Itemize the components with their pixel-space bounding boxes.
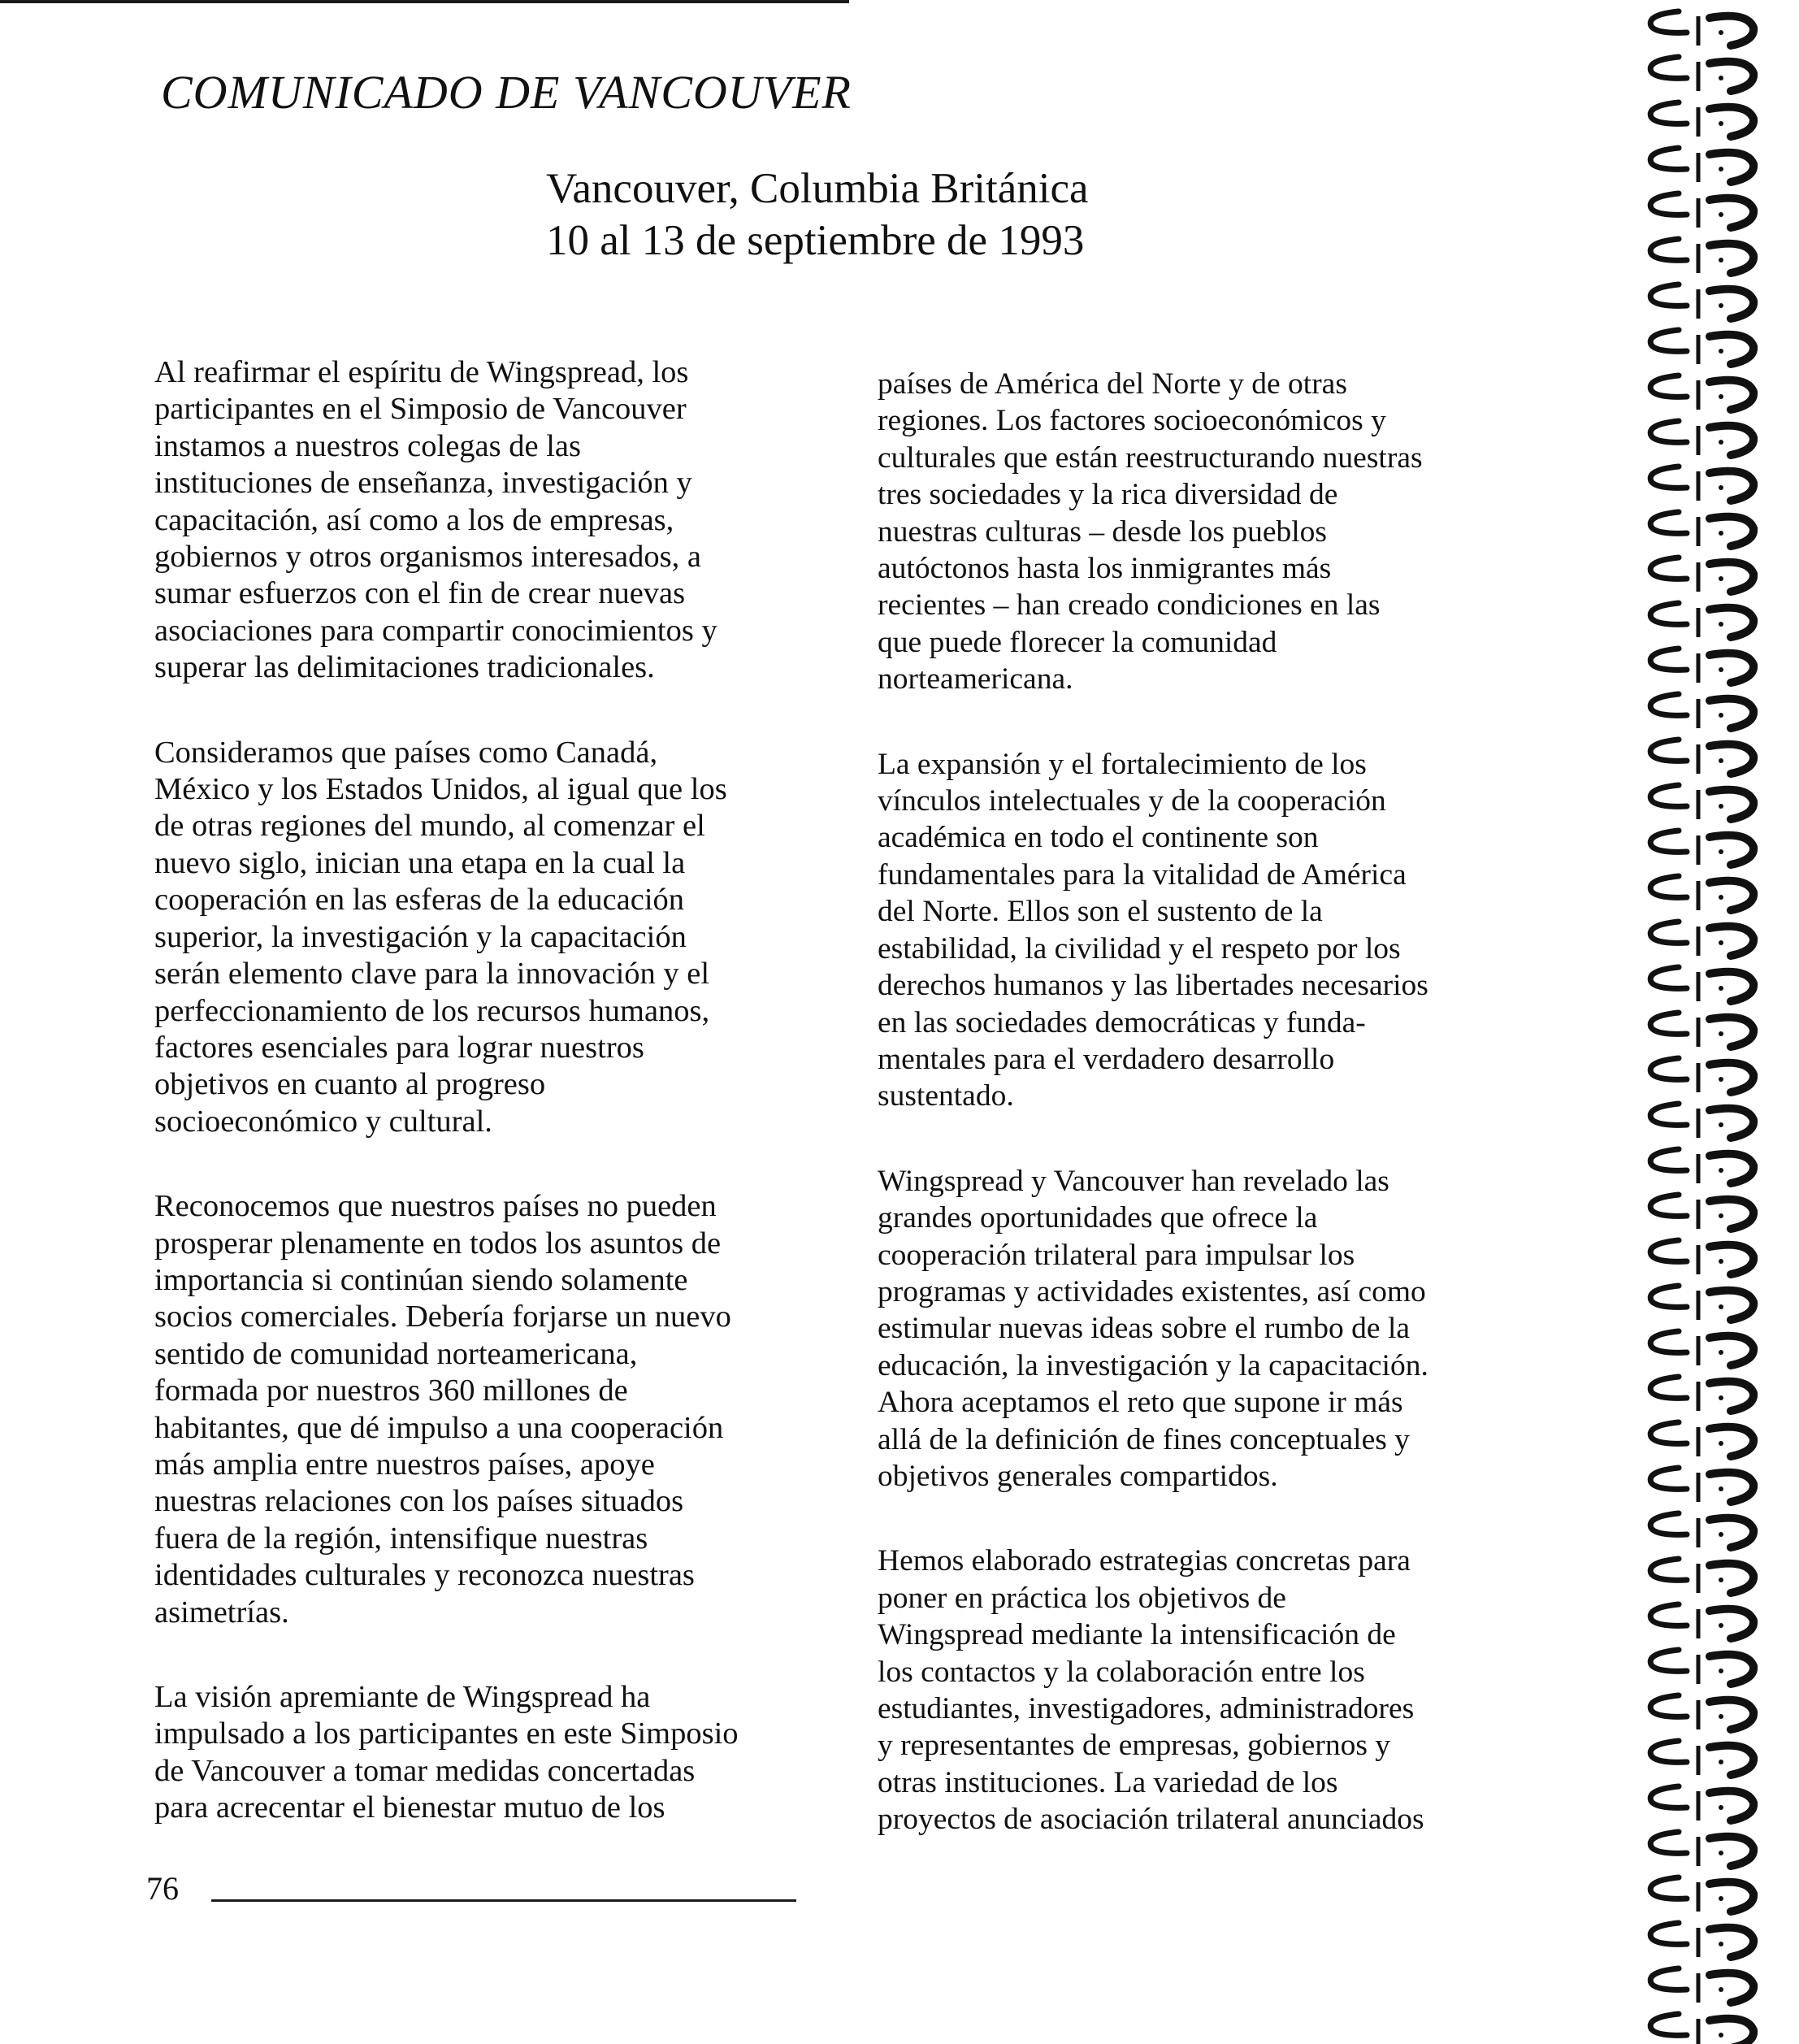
text-line: más amplia entre nuestros países, apoye [154, 1447, 655, 1482]
text-line: La visión apremiante de Wingspread ha [154, 1680, 651, 1714]
paragraph [154, 1188, 829, 1631]
text-line: países de América del Norte y de otras [878, 367, 1347, 401]
top-rule [0, 0, 849, 3]
spiral-coil [1650, 1513, 1753, 1547]
text-line: identidades culturales y reconozca nuestras [154, 1558, 695, 1593]
text-line: prosperar plenamente en todos los asuntos de [154, 1226, 722, 1261]
spiral-coil [1650, 330, 1753, 364]
text-line: Wingspread y Vancouver han revelado las [878, 1164, 1389, 1198]
text-line: Reconocemos que nuestros países no pueden [154, 1189, 717, 1224]
spiral-coil [1650, 603, 1753, 637]
paragraph [878, 366, 1552, 698]
text-line: participantes en el Simposio de Vancouver [154, 392, 687, 427]
paragraph [154, 735, 829, 1140]
spiral-coil [1650, 2014, 1753, 2044]
text-line: importancia si continúan siendo solamente [154, 1262, 688, 1297]
text-line: La expansión y el fortalecimiento de los [878, 747, 1367, 781]
text-line: recientes – han creado condiciones en las [878, 588, 1381, 623]
spiral-coil [1650, 284, 1753, 319]
text-line: de otras regiones del mundo, al comenzar el [154, 809, 705, 844]
spiral-coil [1650, 1604, 1753, 1638]
place-line: Vancouver, Columbia Británica [546, 165, 1089, 212]
spiral-coil [1650, 1058, 1753, 1092]
text-line: gobiernos y otros organismos interesados, a [154, 540, 701, 575]
text-line: instituciones de enseñanza, investigación y [154, 466, 692, 501]
spiral-coil [1650, 785, 1753, 819]
spiral-coil [1650, 193, 1753, 228]
spiral-coil [1650, 1695, 1753, 1729]
spiral-coil [1650, 922, 1753, 956]
text-line: socios comerciales. Debería forjarse un nuevo [154, 1300, 731, 1334]
text-line: cooperación trilateral para impulsar los [878, 1238, 1355, 1272]
date-line: 10 al 13 de septiembre de 1993 [546, 217, 1085, 264]
text-line: perfeccionamiento de los recursos humanos, [154, 993, 710, 1028]
document-title: COMUNICADO DE VANCOUVER [161, 66, 852, 119]
text-line: grandes oportunidades que ofrece la [878, 1201, 1318, 1235]
text-line: estimular nuevas ideas sobre el rumbo de la [878, 1312, 1411, 1346]
text-line: México y los Estados Unidos, al igual que los [154, 772, 727, 807]
spiral-coil [1650, 1923, 1753, 1957]
spiral-binding-image [1640, 0, 1770, 2044]
text-line: habitantes, que dé impulso a una cooperación [154, 1410, 724, 1445]
text-line: sumar esfuerzos con el fin de crear nuevas [154, 576, 686, 611]
spiral-coil [1650, 1240, 1753, 1274]
spiral-coil [1650, 467, 1753, 501]
text-line: los contactos y la colaboración entre los [878, 1655, 1365, 1689]
paragraph [154, 1679, 829, 1827]
text-line: derechos humanos y las libertades necesarios [878, 969, 1428, 1003]
page-number: 76 [146, 1870, 179, 1907]
spiral-coil [1650, 1650, 1753, 1684]
spiral-coil [1650, 876, 1753, 910]
spiral-coil [1650, 239, 1753, 273]
text-line: de Vancouver a tomar medidas concertadas [154, 1753, 696, 1788]
text-line: vínculos intelectuales y de la cooperación [878, 784, 1386, 818]
spiral-coil [1650, 1331, 1753, 1365]
paragraph [878, 1543, 1552, 1838]
spiral-coil [1650, 1377, 1753, 1411]
text-line: impulsado a los participantes en este Simposio [154, 1716, 739, 1751]
paragraph [878, 746, 1552, 1115]
text-line: formada por nuestros 360 millones de [154, 1374, 628, 1408]
spiral-coil [1650, 421, 1753, 455]
text-line: objetivos generales compartidos. [878, 1459, 1278, 1493]
spiral-coil [1650, 1013, 1753, 1047]
text-line: estudiantes, investigadores, administradores [878, 1692, 1415, 1725]
text-line: factores esenciales para lograr nuestros [154, 1030, 644, 1065]
footer-rule [211, 1899, 796, 1902]
text-line: en las sociedades democráticas y funda- [878, 1005, 1366, 1039]
text-line: proyectos de asociación trilateral anunciados [878, 1803, 1424, 1837]
spiral-coil [1650, 1832, 1753, 1866]
spiral-coil [1650, 11, 1753, 46]
text-line: cooperación en las esferas de la educación [154, 883, 685, 918]
text-line: Wingspread mediante la intensificación de [878, 1618, 1396, 1652]
text-line: poner en práctica los objetivos de [878, 1581, 1286, 1615]
text-line: y representantes de empresas, gobiernos y [878, 1729, 1391, 1763]
text-line: capacitación, así como a los de empresas, [154, 502, 674, 537]
spiral-coil [1650, 1968, 1753, 2003]
text-line: autóctonos hasta los inmigrantes más [878, 552, 1332, 586]
text-line: sustentado. [878, 1079, 1014, 1113]
text-line: regiones. Los factores socioeconómicos y [878, 404, 1386, 438]
spiral-coil [1650, 1786, 1753, 1821]
text-line: superar las delimitaciones tradicionales. [154, 650, 655, 685]
text-line: educación, la investigación y la capacitación. [878, 1348, 1428, 1382]
spiral-coil [1650, 1741, 1753, 1775]
text-line: nuestras culturas – desde los pueblos [878, 514, 1328, 549]
text-line: programas y actividades existentes, así como [878, 1274, 1426, 1308]
text-line: asimetrías. [154, 1595, 289, 1630]
place-date-block [546, 163, 1089, 267]
text-line: académica en todo el continente son [878, 821, 1319, 855]
text-line: para acrecentar el bienestar mutuo de los [154, 1790, 665, 1825]
text-line: otras instituciones. La variedad de los [878, 1765, 1338, 1799]
text-line: allá de la definición de fines conceptuales y [878, 1422, 1410, 1456]
paragraph [154, 354, 829, 687]
right-column [878, 366, 1552, 1886]
text-line: estabilidad, la civilidad y el respeto por los [878, 931, 1401, 966]
spiral-coil [1650, 1104, 1753, 1138]
text-line: sentido de comunidad norteamericana, [154, 1336, 638, 1371]
spiral-coil [1650, 1149, 1753, 1183]
text-line: nuevo siglo, inician una etapa en la cual la [154, 845, 686, 880]
text-line: superior, la investigación y la capacitación [154, 919, 687, 954]
spiral-coil [1650, 1877, 1753, 1912]
text-line: tres sociedades y la rica diversidad de [878, 478, 1338, 512]
text-line: serán elemento clave para la innovación y el [154, 957, 710, 992]
spiral-coil [1650, 831, 1753, 865]
spiral-coil [1650, 694, 1753, 728]
text-line: socioeconómico y cultural. [154, 1104, 492, 1139]
text-line: instamos a nuestros colegas de las [154, 428, 581, 463]
spiral-coil [1650, 1286, 1753, 1320]
text-line: que puede florecer la comunidad [878, 625, 1277, 659]
spiral-coil [1650, 1559, 1753, 1593]
spiral-coil [1650, 102, 1753, 137]
spiral-coil [1650, 649, 1753, 683]
spiral-coil [1650, 1195, 1753, 1229]
spiral-coil [1650, 148, 1753, 182]
text-line: Hemos elaborado estrategias concretas para [878, 1544, 1411, 1578]
text-line: norteamericana. [878, 662, 1073, 697]
spiral-coil [1650, 375, 1753, 410]
spiral-coil [1650, 57, 1753, 91]
text-line: del Norte. Ellos son el sustento de la [878, 895, 1323, 929]
text-line: nuestras relaciones con los países situados [154, 1484, 684, 1519]
text-line: Consideramos que países como Canadá, [154, 735, 658, 770]
text-line: culturales que están reestructurando nuestras [878, 440, 1423, 475]
text-line: asociaciones para compartir conocimientos y [154, 613, 717, 648]
text-line: Al reafirmar el espíritu de Wingspread, los [154, 355, 689, 389]
spiral-coil [1650, 1468, 1753, 1502]
text-line: objetivos en cuanto al progreso [154, 1067, 546, 1102]
spiral-coil [1650, 558, 1753, 592]
text-line: fuera de la región, intensifique nuestras [154, 1521, 648, 1556]
text-line: mentales para el verdadero desarrollo [878, 1042, 1335, 1076]
text-line: Ahora aceptamos el reto que supone ir más [878, 1386, 1403, 1420]
left-column [154, 354, 829, 1875]
spiral-coil [1650, 967, 1753, 1001]
paragraph [878, 1163, 1552, 1495]
spiral-coil [1650, 1422, 1753, 1456]
spiral-coil [1650, 740, 1753, 774]
text-line: fundamentales para la vitalidad de América [878, 857, 1407, 892]
spiral-coil [1650, 512, 1753, 546]
